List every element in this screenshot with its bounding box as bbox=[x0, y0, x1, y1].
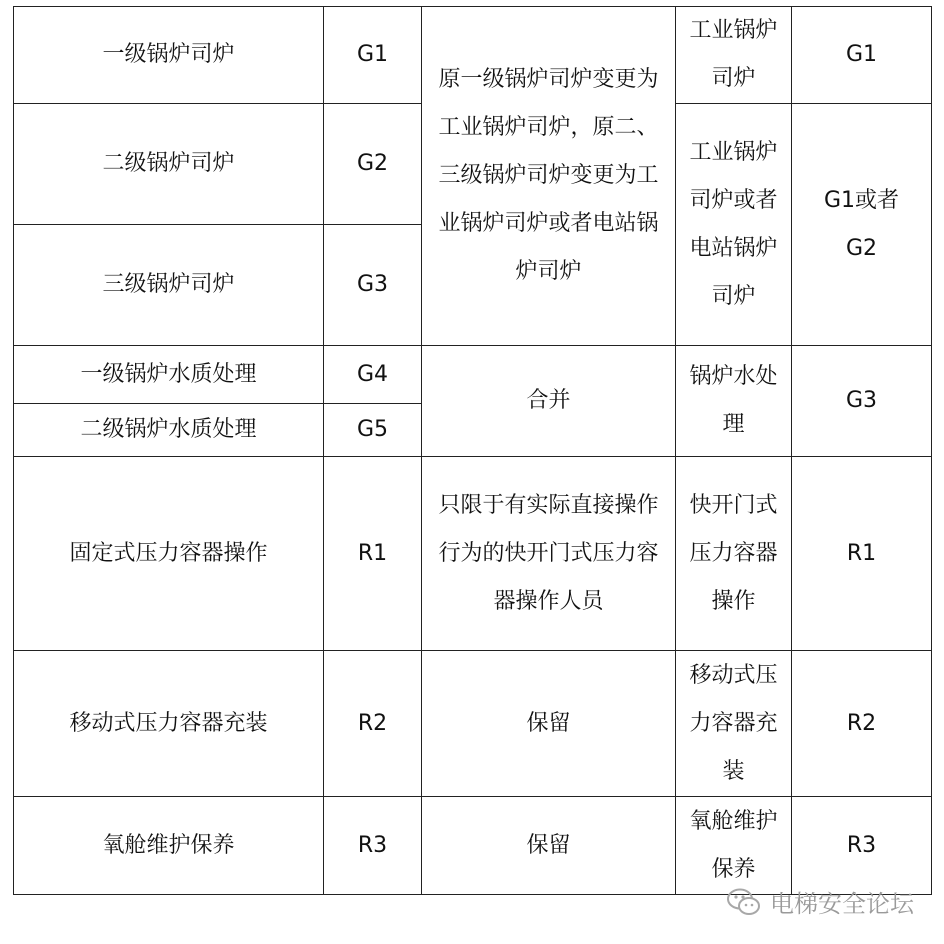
table-cell: 二级锅炉水质处理 bbox=[14, 404, 324, 457]
table-cell: 氧舱维护保养 bbox=[676, 797, 792, 895]
table-cell: G1或者G2 bbox=[792, 104, 932, 346]
table-row bbox=[14, 797, 932, 895]
table-cell: R1 bbox=[792, 457, 932, 651]
table-row bbox=[14, 7, 932, 104]
table-cell: 三级锅炉司炉 bbox=[14, 225, 324, 346]
table-cell: G1 bbox=[324, 7, 422, 104]
table-cell: G2 bbox=[324, 104, 422, 225]
table-cell: 移动式压力容器充装 bbox=[676, 651, 792, 797]
table-cell: 快开门式压力容器操作 bbox=[676, 457, 792, 651]
table-cell: 工业锅炉司炉或者电站锅炉司炉 bbox=[676, 104, 792, 346]
table-cell: 一级锅炉水质处理 bbox=[14, 346, 324, 404]
wechat-icon bbox=[726, 887, 762, 917]
table-cell: R2 bbox=[324, 651, 422, 797]
table-cell: 氧舱维护保养 bbox=[14, 797, 324, 895]
table-cell: 合并 bbox=[422, 346, 676, 457]
table-cell: 原一级锅炉司炉变更为工业锅炉司炉，原二、三级锅炉司炉变更为工业锅炉司炉或者电站锅炉司炉 bbox=[422, 7, 676, 346]
table-cell: R1 bbox=[324, 457, 422, 651]
table-cell: 工业锅炉司炉 bbox=[676, 7, 792, 104]
table-cell: R3 bbox=[792, 797, 932, 895]
table-cell: 固定式压力容器操作 bbox=[14, 457, 324, 651]
table-cell: 保留 bbox=[422, 651, 676, 797]
watermark bbox=[726, 884, 914, 919]
qualification-table bbox=[13, 6, 932, 895]
table-cell: 锅炉水处理 bbox=[676, 346, 792, 457]
table-cell: 二级锅炉司炉 bbox=[14, 104, 324, 225]
table-cell: G1 bbox=[792, 7, 932, 104]
table-cell: 保留 bbox=[422, 797, 676, 895]
qualification-table-container bbox=[13, 6, 931, 895]
table-cell: G5 bbox=[324, 404, 422, 457]
table-cell: G4 bbox=[324, 346, 422, 404]
table-cell: 一级锅炉司炉 bbox=[14, 7, 324, 104]
table-cell: G3 bbox=[324, 225, 422, 346]
table-cell: G3 bbox=[792, 346, 932, 457]
table-row bbox=[14, 651, 932, 797]
watermark-text: 电梯安全论坛 bbox=[770, 890, 914, 918]
table-row bbox=[14, 346, 932, 404]
table-cell: 只限于有实际直接操作行为的快开门式压力容器操作人员 bbox=[422, 457, 676, 651]
table-cell: 移动式压力容器充装 bbox=[14, 651, 324, 797]
table-cell: R3 bbox=[324, 797, 422, 895]
table-row bbox=[14, 457, 932, 651]
table-cell: R2 bbox=[792, 651, 932, 797]
